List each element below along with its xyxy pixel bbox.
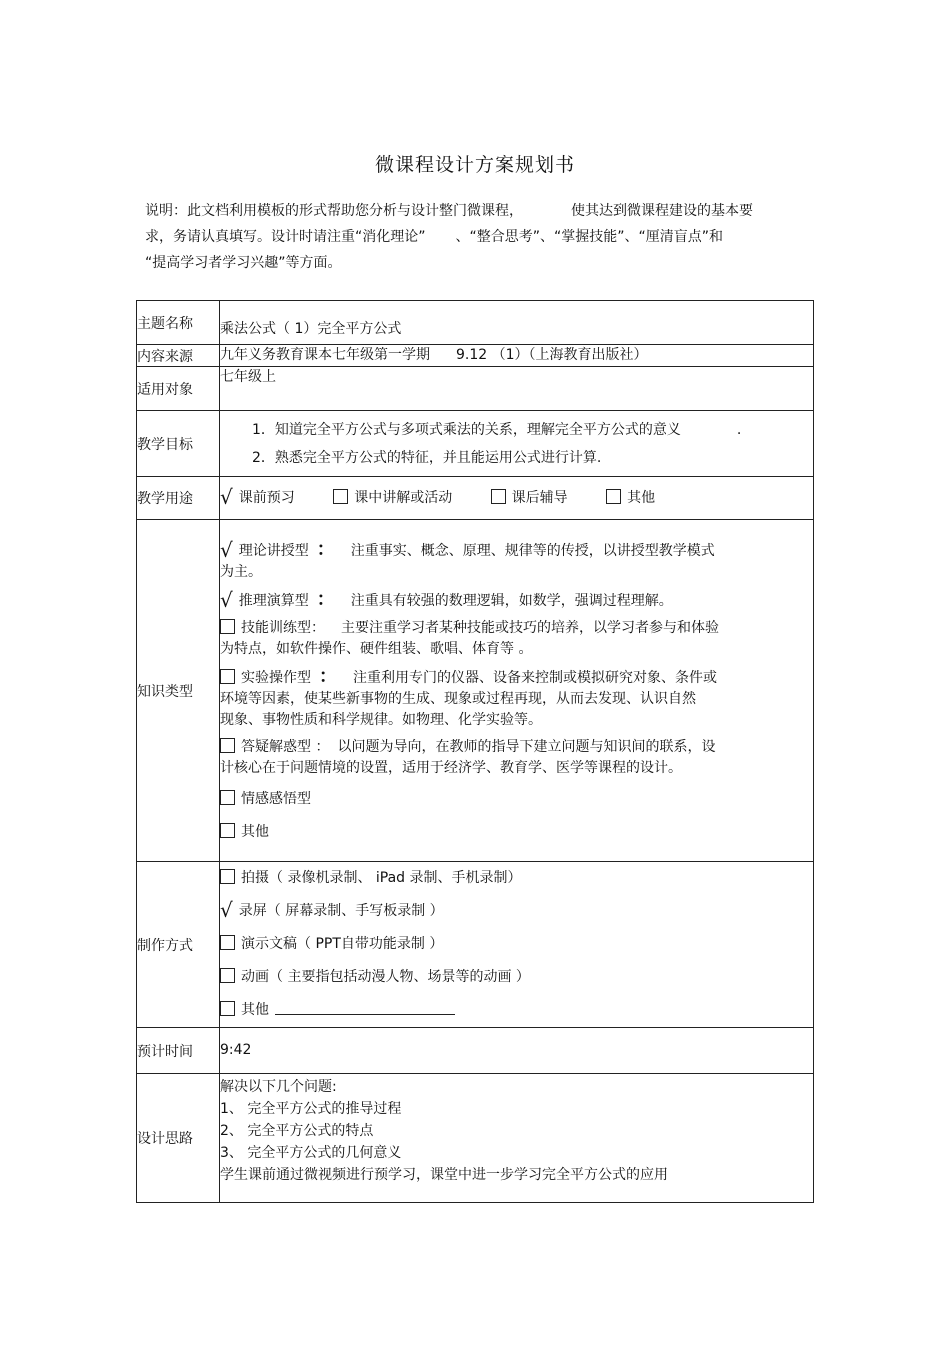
knowledge-name: 技能训练型： <box>241 619 325 636</box>
knowledge-desc-cont: 为主。 <box>220 563 262 580</box>
production-label: 动画（ 主要指包括动漫人物、场景等的动画 ） <box>241 969 530 985</box>
usage-option-inclass[interactable] <box>333 488 452 509</box>
checkbox-icon <box>491 489 506 504</box>
checkbox-icon <box>333 489 348 504</box>
intro-line-1 <box>145 198 805 224</box>
value-audience <box>220 367 814 411</box>
production-item-animation[interactable] <box>220 961 813 994</box>
intro-line-3: “提高学习者学习兴趣”等方面。 <box>145 255 342 271</box>
production-item-screen[interactable] <box>220 895 813 928</box>
intro-line-2a: 求，务请认真填写。设计时请注重“消化理论” <box>145 229 426 245</box>
usage-option-label: 课中讲解或活动 <box>354 490 453 506</box>
label-usage: 教学用途 <box>137 477 220 520</box>
row-goals <box>137 411 814 477</box>
knowledge-name: 答疑解惑型 ： <box>241 738 330 755</box>
knowledge-item-qa[interactable] <box>220 737 813 779</box>
document-title: 微课程设计方案规划书 <box>374 154 575 176</box>
knowledge-name: 理论讲授型 <box>238 542 309 559</box>
knowledge-desc: 以问题为导向，在教师的指导下建立问题与知识间的联系，设 <box>337 738 716 755</box>
source-text-a: 九年义务教育课本七年级第一学期 <box>220 347 430 363</box>
check-icon: √ <box>220 587 233 612</box>
goal-1-text: 1．知道完全平方公式与多项式乘法的关系，理解完全平方公式的意义 <box>252 421 681 438</box>
checkbox-icon <box>220 823 235 838</box>
label-audience: 适用对象 <box>137 367 220 411</box>
checkbox-icon <box>220 669 235 684</box>
intro-line-1b: 使其达到微课程建设的基本要 <box>571 203 753 219</box>
knowledge-desc: 注重事实、概念、原理、规律等的传授，以讲授型教学模式 <box>350 542 715 559</box>
topic-text: 乘法公式（ 1）完全平方公式 <box>220 321 402 337</box>
knowledge-item-other[interactable] <box>220 822 813 843</box>
design-line: 3、 完全平方公式的几何意义 <box>220 1145 402 1161</box>
label-topic: 主题名称 <box>137 301 220 345</box>
value-design <box>220 1074 814 1203</box>
knowledge-desc: 主要注重学习者某种技能或技巧的培养，以学习者参与和体验 <box>341 619 719 636</box>
design-line: 解决以下几个问题: <box>220 1079 337 1095</box>
value-time: 9:42 <box>220 1028 814 1074</box>
knowledge-desc-cont: 计核心在于问题情境的设置，适用于经济学、教育学、医学等课程的设计。 <box>220 759 682 776</box>
intro-paragraph <box>145 198 805 276</box>
knowledge-name: 其他 <box>241 823 269 840</box>
check-icon: √ <box>220 485 233 509</box>
production-label: 演示文稿（ PPT自带功能录制 ） <box>241 936 444 952</box>
row-topic <box>137 301 814 345</box>
production-item-other[interactable] <box>220 994 813 1027</box>
knowledge-item-theory[interactable] <box>220 539 813 583</box>
value-production <box>220 862 814 1028</box>
goal-1 <box>220 416 813 444</box>
value-source <box>220 345 814 367</box>
value-goals <box>220 411 814 477</box>
design-line: 学生课前通过微视频进行预学习，课堂中进一步学习完全平方公式的应用 <box>220 1167 668 1183</box>
intro-line-1a: 说明：此文档利用模板的形式帮助您分析与设计整门微课程， <box>145 203 523 219</box>
knowledge-item-reasoning[interactable] <box>220 589 813 612</box>
checkbox-icon <box>606 489 621 504</box>
knowledge-desc-cont: 环境等因素，使某些新事物的生成、现象或过程再现，从而去发现、认识自然 <box>220 690 696 707</box>
intro-line-2 <box>145 224 805 250</box>
row-source <box>137 345 814 367</box>
knowledge-desc-cont: 现象、事物性质和科学规律。如物理、化学实验等。 <box>220 711 542 728</box>
usage-option-other[interactable] <box>606 488 655 509</box>
checkbox-icon <box>220 935 235 950</box>
production-label: 拍摄（ 录像机录制、 iPad 录制、手机录制） <box>241 870 522 886</box>
label-production: 制作方式 <box>137 862 220 1028</box>
knowledge-item-experiment[interactable] <box>220 666 813 731</box>
row-design <box>137 1074 814 1203</box>
knowledge-sep: ： <box>316 588 335 610</box>
row-usage <box>137 477 814 520</box>
knowledge-item-emotion[interactable] <box>220 789 813 810</box>
label-time: 预计时间 <box>137 1028 220 1074</box>
knowledge-item-skill[interactable] <box>220 618 813 660</box>
production-label: 其他 <box>241 1002 269 1018</box>
production-item-filming[interactable] <box>220 862 813 895</box>
knowledge-name: 推理演算型 <box>238 592 309 609</box>
production-label: 录屏（ 屏幕录制、手写板录制 ） <box>238 903 444 919</box>
intro-line-2b: 、“整合思考”、“掌握技能”、“厘清盲点”和 <box>455 229 724 245</box>
knowledge-name: 实验操作型 <box>241 669 311 686</box>
usage-option-label: 课后辅导 <box>511 490 568 506</box>
knowledge-sep: ： <box>319 665 337 687</box>
value-topic <box>220 301 814 345</box>
label-goals: 教学目标 <box>137 411 220 477</box>
label-knowledge: 知识类型 <box>137 520 220 862</box>
production-item-slides[interactable] <box>220 928 813 961</box>
knowledge-desc: 注重利用专门的仪器、设备来控制或模拟研究对象、条件或 <box>353 669 717 686</box>
checkbox-icon <box>220 1001 235 1016</box>
knowledge-name: 情感感悟型 <box>241 790 311 807</box>
check-icon: √ <box>220 898 233 922</box>
label-source: 内容来源 <box>137 345 220 367</box>
usage-option-preview[interactable] <box>220 487 295 509</box>
checkbox-icon <box>220 869 235 884</box>
value-usage <box>220 477 814 520</box>
check-icon: √ <box>220 537 233 562</box>
checkbox-icon <box>220 619 235 634</box>
row-production <box>137 862 814 1028</box>
value-knowledge <box>220 520 814 862</box>
checkbox-icon <box>220 968 235 983</box>
usage-option-label: 课前预习 <box>238 490 295 506</box>
goal-1-end: . <box>736 421 742 438</box>
checkbox-icon <box>220 738 235 753</box>
plan-table <box>136 300 814 1203</box>
other-blank-line[interactable] <box>275 1000 455 1015</box>
knowledge-desc: 注重具有较强的数理逻辑，如数学，强调过程理解。 <box>350 592 673 609</box>
audience-text: 七年级上 <box>220 369 276 385</box>
knowledge-sep: ： <box>316 538 335 560</box>
row-time <box>137 1028 814 1074</box>
design-line: 1、 完全平方公式的推导过程 <box>220 1101 402 1117</box>
knowledge-desc-cont: 为特点，如软件操作、硬件组装、歌唱、体育等 。 <box>220 640 533 657</box>
usage-option-after[interactable] <box>491 488 568 509</box>
row-audience <box>137 367 814 411</box>
label-design: 设计思路 <box>137 1074 220 1203</box>
design-line: 2、 完全平方公式的特点 <box>220 1123 374 1139</box>
checkbox-icon <box>220 790 235 805</box>
goal-2: 2．熟悉完全平方公式的特征，并且能运用公式进行计算. <box>252 449 602 466</box>
usage-option-label: 其他 <box>627 490 656 506</box>
row-knowledge <box>137 520 814 862</box>
source-text-b: 9.12 （1）（上海教育出版社） <box>456 347 648 363</box>
